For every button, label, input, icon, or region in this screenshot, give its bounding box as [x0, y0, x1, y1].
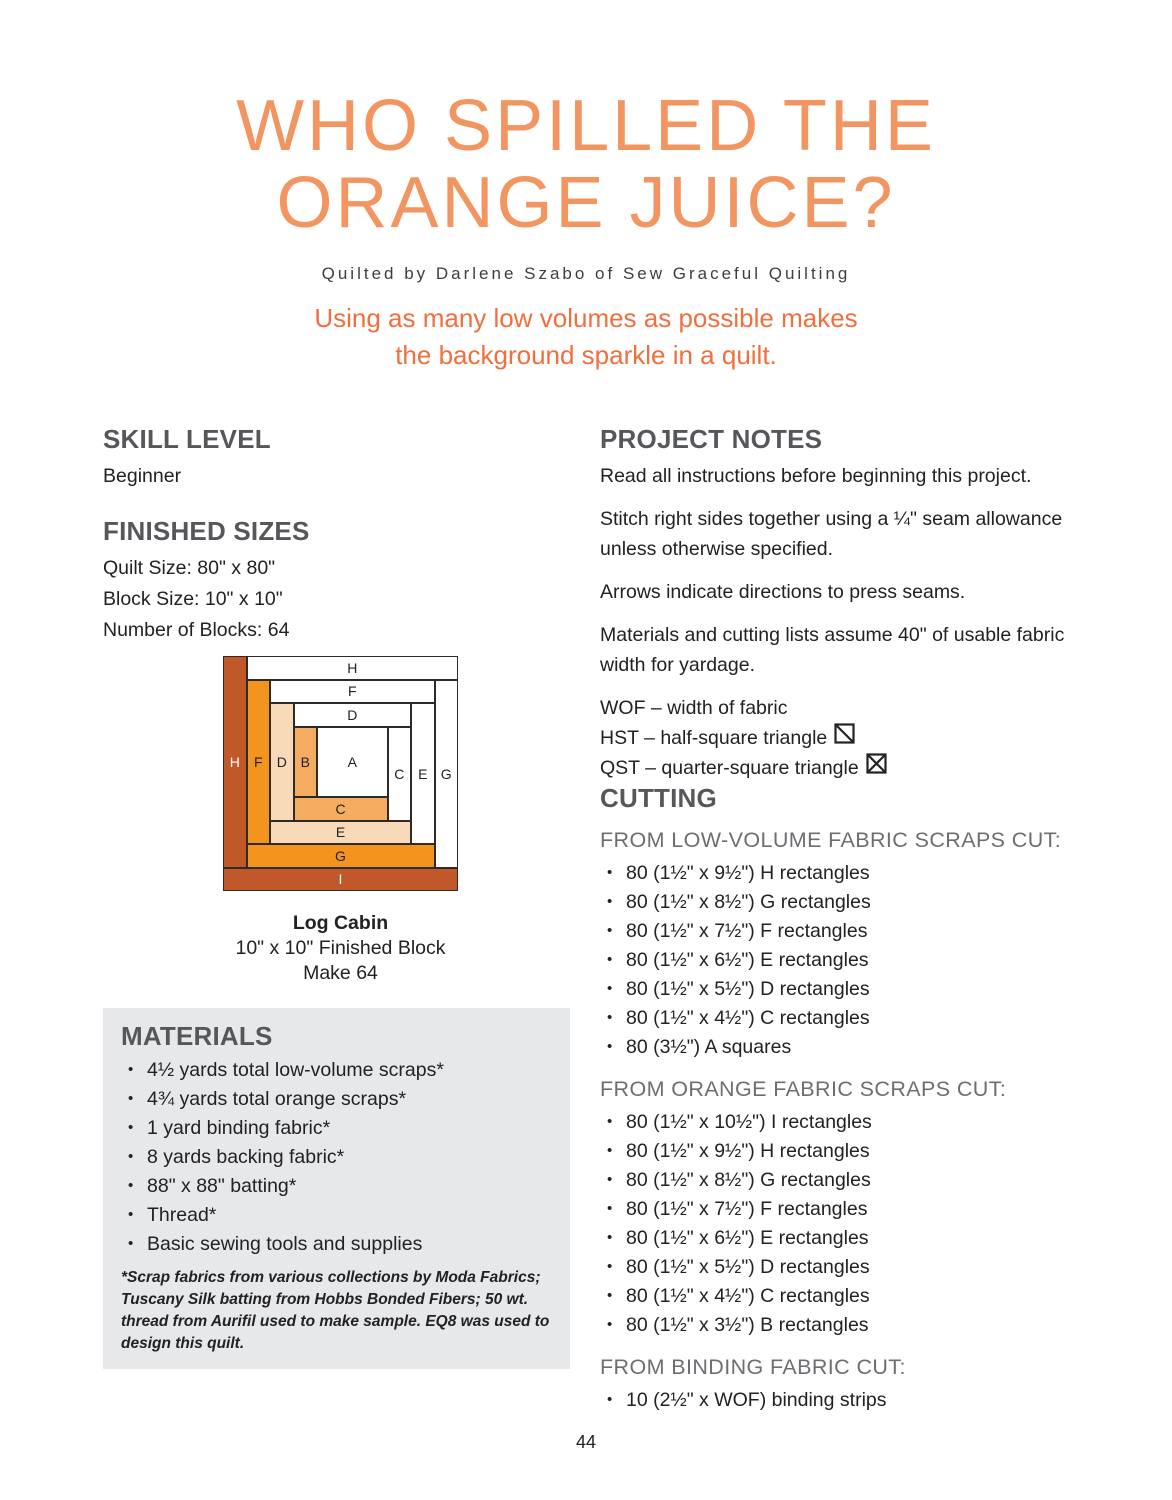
- diagram-caption-size: 10" x 10" Finished Block: [235, 937, 446, 959]
- abbreviation-wof: [600, 693, 1074, 723]
- quilt-piece-f-top: F: [270, 680, 435, 704]
- list-item: • 80 (3½") A squares: [600, 1033, 1074, 1062]
- list-item: • 80 (1½" x 9½") H rectangles: [600, 1137, 1074, 1166]
- number-of-blocks-line: Number of Blocks: 64: [103, 619, 290, 641]
- abbreviation-hst: [600, 723, 1074, 753]
- abbreviations: [600, 693, 1074, 783]
- list-item: • 80 (1½" x 5½") D rectangles: [600, 1253, 1074, 1282]
- page-title: [0, 88, 1172, 242]
- quilt-piece-h-left: H: [223, 656, 247, 868]
- right-column: [600, 424, 1074, 1415]
- page-title-line2: ORANGE JUICE?: [276, 163, 896, 243]
- list-item: • 80 (1½" x 8½") G rectangles: [600, 888, 1074, 917]
- qst-icon: [859, 753, 887, 783]
- list-item: • 80 (1½" x 6½") E rectangles: [600, 1224, 1074, 1253]
- cutting-binding-list: [600, 1386, 1074, 1415]
- list-item: • Thread*: [121, 1201, 552, 1230]
- materials-footnote: *Scrap fabrics from various collections by Moda Fabrics; Tuscany Silk batting from Hobbs Bonded Fibers; 50 wt. thread from Aurifil used to make sample. EQ8 was used to design this quilt.: [121, 1269, 550, 1352]
- page-number: 44: [575, 1432, 597, 1452]
- project-notes-section: [600, 424, 1074, 783]
- block-diagram-section: [223, 656, 458, 986]
- list-item: • 80 (1½" x 3½") B rectangles: [600, 1311, 1074, 1340]
- header: [0, 88, 1172, 374]
- skill-level-section: [103, 424, 570, 492]
- list-item: • Basic sewing tools and supplies: [121, 1230, 552, 1259]
- cutting-orange-heading: FROM ORANGE FABRIC SCRAPS CUT:: [600, 1077, 1007, 1101]
- quilt-piece-e-bottom: E: [270, 821, 411, 845]
- cutting-low-volume-list: [600, 859, 1074, 1062]
- project-note: Stitch right sides together using a ¼" seam allowance unless otherwise specified.: [600, 508, 1063, 560]
- quilt-size-line: Quilt Size: 80" x 80": [103, 557, 276, 579]
- list-item: • 4¾ yards total orange scraps*: [121, 1085, 552, 1114]
- quilt-piece-e-right: E: [411, 703, 435, 844]
- finished-sizes-section: [103, 516, 570, 646]
- cutting-binding-heading: FROM BINDING FABRIC CUT:: [600, 1355, 906, 1379]
- quilt-piece-b-left: B: [294, 727, 318, 798]
- materials-list: [121, 1056, 552, 1259]
- materials-heading: MATERIALS: [121, 1021, 273, 1051]
- diagram-caption: [223, 911, 458, 986]
- list-item: • 4½ yards total low-volume scraps*: [121, 1056, 552, 1085]
- abbreviation-text: QST – quarter-square triangle: [600, 757, 859, 779]
- list-item: • 10 (2½" x WOF) binding strips: [600, 1386, 1074, 1415]
- tagline: [0, 300, 1172, 374]
- project-note: Materials and cutting lists assume 40" of usable fabric width for yardage.: [600, 624, 1065, 676]
- cutting-orange-list: [600, 1108, 1074, 1340]
- project-note: Arrows indicate directions to press seams.: [600, 581, 966, 603]
- list-item: • 8 yards backing fabric*: [121, 1143, 552, 1172]
- page-title-line1: WHO SPILLED THE: [236, 86, 936, 166]
- cutting-heading: CUTTING: [600, 783, 717, 813]
- list-item: • 88" x 88" batting*: [121, 1172, 552, 1201]
- list-item: • 80 (1½" x 6½") E rectangles: [600, 946, 1074, 975]
- quilt-piece-h-top: H: [247, 656, 459, 680]
- quilt-piece-a-center: A: [317, 727, 388, 798]
- finished-sizes-heading: FINISHED SIZES: [103, 516, 310, 546]
- diagram-caption-title: Log Cabin: [292, 912, 389, 934]
- quilt-piece-c-bottom: C: [294, 797, 388, 821]
- abbreviation-text: HST – half-square triangle: [600, 727, 828, 749]
- skill-level-value: Beginner: [103, 465, 182, 487]
- abbreviation-qst: [600, 753, 1074, 783]
- list-item: • 80 (1½" x 8½") G rectangles: [600, 1166, 1074, 1195]
- list-item: • 80 (1½" x 10½") I rectangles: [600, 1108, 1074, 1137]
- list-item: • 80 (1½" x 7½") F rectangles: [600, 917, 1074, 946]
- tagline-line2: the background sparkle in a quilt.: [395, 340, 777, 370]
- list-item: • 80 (1½" x 4½") C rectangles: [600, 1282, 1074, 1311]
- list-item: • 80 (1½" x 7½") F rectangles: [600, 1195, 1074, 1224]
- project-notes-heading: PROJECT NOTES: [600, 424, 823, 454]
- byline: Quilted by Darlene Szabo of Sew Graceful Quilting: [321, 264, 851, 283]
- cutting-section: [600, 783, 1074, 1415]
- left-column: [103, 424, 570, 1369]
- materials-section: [103, 1008, 570, 1369]
- list-item: • 80 (1½" x 4½") C rectangles: [600, 1004, 1074, 1033]
- abbreviation-text: WOF – width of fabric: [600, 697, 788, 719]
- list-item: • 80 (1½" x 9½") H rectangles: [600, 859, 1074, 888]
- quilt-piece-g-right: G: [435, 680, 459, 868]
- skill-level-heading: SKILL LEVEL: [103, 424, 271, 454]
- hst-icon: [827, 723, 855, 753]
- quilt-piece-d-top: D: [294, 703, 412, 727]
- quilt-piece-g-bottom: G: [247, 844, 435, 868]
- quilt-piece-f-left: F: [247, 680, 271, 845]
- cutting-low-volume-heading: FROM LOW-VOLUME FABRIC SCRAPS CUT:: [600, 828, 1062, 852]
- quilt-piece-d-left: D: [270, 703, 294, 821]
- list-item: • 80 (1½" x 5½") D rectangles: [600, 975, 1074, 1004]
- quilt-piece-c-right: C: [388, 727, 412, 821]
- list-item: • 1 yard binding fabric*: [121, 1114, 552, 1143]
- block-size-line: Block Size: 10" x 10": [103, 588, 283, 610]
- project-note: Read all instructions before beginning this project.: [600, 465, 1032, 487]
- quilt-piece-i-bottom: I: [223, 868, 458, 892]
- tagline-line1: Using as many low volumes as possible makes: [314, 303, 858, 333]
- log-cabin-diagram: [223, 656, 458, 891]
- diagram-caption-make: Make 64: [303, 962, 378, 984]
